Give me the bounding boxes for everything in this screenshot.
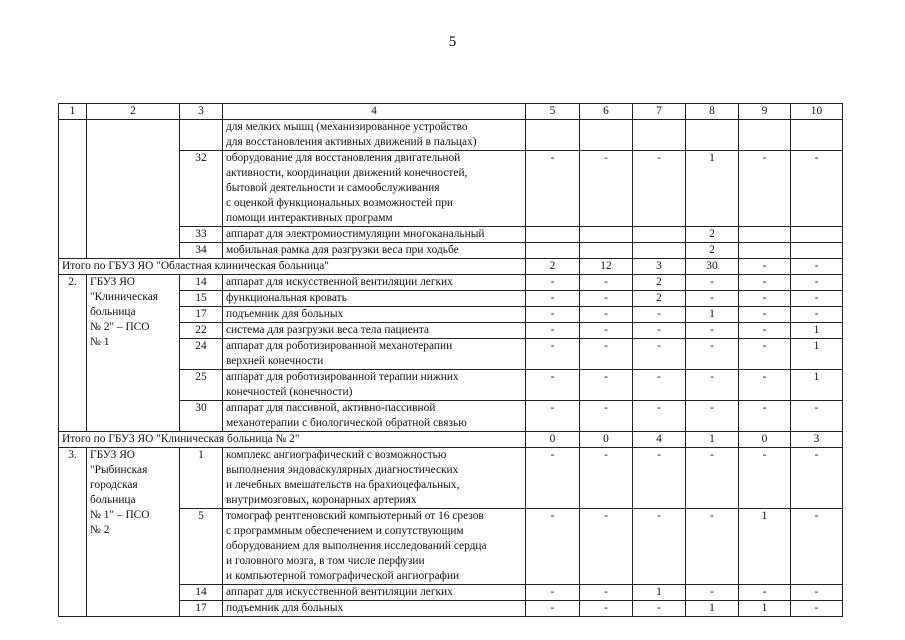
value-cell: - bbox=[739, 370, 791, 401]
text-line: аппарат для искусственной вентиляции легких bbox=[226, 276, 453, 288]
value-cell: - bbox=[580, 601, 633, 617]
value-cell: - bbox=[686, 585, 739, 601]
value-cell bbox=[791, 227, 843, 243]
column-header: 4 bbox=[223, 104, 526, 120]
text-line: аппарат для искусственной вентиляции легких bbox=[226, 586, 453, 598]
value-cell bbox=[739, 120, 791, 151]
text-line: городская bbox=[90, 479, 138, 491]
value-cell: - bbox=[791, 601, 843, 617]
value-cell: - bbox=[633, 448, 686, 509]
text-line: система для разгрузки веса тела пациента bbox=[226, 324, 430, 336]
text-line: оборудование для восстановления двигательной bbox=[226, 152, 461, 164]
text-line: для мелких мышц (механизированное устройство bbox=[226, 121, 468, 133]
value-cell: 30 bbox=[686, 259, 739, 275]
code-cell: 22 bbox=[180, 323, 223, 339]
column-header: 7 bbox=[633, 104, 686, 120]
page-number: 5 bbox=[448, 34, 457, 50]
value-cell: - bbox=[580, 323, 633, 339]
value-cell bbox=[580, 243, 633, 259]
value-cell bbox=[526, 227, 580, 243]
value-cell bbox=[526, 243, 580, 259]
value-cell: - bbox=[633, 323, 686, 339]
text-line: аппарат для роботизированной механотерапии bbox=[226, 340, 453, 352]
value-cell: 1 bbox=[791, 323, 843, 339]
value-cell: - bbox=[580, 307, 633, 323]
value-cell: - bbox=[686, 370, 739, 401]
code-cell bbox=[180, 120, 223, 151]
value-cell: - bbox=[526, 509, 580, 585]
value-cell: 3 bbox=[791, 432, 843, 448]
value-cell: - bbox=[739, 339, 791, 370]
value-cell: - bbox=[739, 585, 791, 601]
value-cell: - bbox=[526, 323, 580, 339]
value-cell: 0 bbox=[526, 432, 580, 448]
value-cell bbox=[633, 227, 686, 243]
description-cell bbox=[223, 601, 526, 617]
value-cell: - bbox=[526, 448, 580, 509]
value-cell: - bbox=[686, 448, 739, 509]
header-row bbox=[59, 104, 843, 120]
value-cell: 2 bbox=[686, 227, 739, 243]
value-cell: 1 bbox=[791, 339, 843, 370]
column-header: 10 bbox=[791, 104, 843, 120]
text-line: помощи интерактивных программ bbox=[226, 212, 393, 224]
text-line: и лечебных вмешательств на брахиоцефальных, bbox=[226, 479, 460, 491]
org-cell bbox=[87, 120, 180, 259]
table-row bbox=[59, 275, 843, 291]
value-cell: - bbox=[580, 448, 633, 509]
code-cell: 25 bbox=[180, 370, 223, 401]
value-cell: - bbox=[739, 323, 791, 339]
value-cell bbox=[580, 227, 633, 243]
total-label: Итого по ГБУЗ ЯО "Областная клиническая больница" bbox=[59, 259, 526, 275]
text-line: № 1" – ПСО bbox=[90, 509, 150, 521]
column-header: 3 bbox=[180, 104, 223, 120]
description-cell bbox=[223, 448, 526, 509]
value-cell: - bbox=[580, 275, 633, 291]
value-cell: - bbox=[580, 291, 633, 307]
text-line: ГБУЗ ЯО bbox=[90, 449, 136, 461]
description-cell bbox=[223, 323, 526, 339]
value-cell: 1 bbox=[633, 585, 686, 601]
text-line: комплекс ангиографический с возможностью bbox=[226, 449, 447, 461]
value-cell: - bbox=[686, 275, 739, 291]
value-cell: 2 bbox=[526, 259, 580, 275]
text-line: верхней конечности bbox=[226, 355, 324, 367]
description-cell bbox=[223, 307, 526, 323]
value-cell: - bbox=[739, 448, 791, 509]
text-line: с оценкой функциональных возможностей при bbox=[226, 197, 453, 209]
text-line: бытовой деятельности и самообслуживания bbox=[226, 182, 440, 194]
text-line: оборудованием для выполнения исследований сердца bbox=[226, 540, 487, 552]
equipment-table bbox=[58, 103, 843, 617]
value-cell: - bbox=[526, 307, 580, 323]
text-line: активности, координации движений конечностей, bbox=[226, 167, 468, 179]
value-cell: - bbox=[739, 259, 791, 275]
text-line: "Рыбинская bbox=[90, 464, 148, 476]
value-cell: - bbox=[686, 509, 739, 585]
column-header: 2 bbox=[87, 104, 180, 120]
value-cell: 12 bbox=[580, 259, 633, 275]
code-cell: 15 bbox=[180, 291, 223, 307]
value-cell bbox=[633, 120, 686, 151]
text-line: № 2 bbox=[90, 524, 110, 536]
code-cell: 17 bbox=[180, 307, 223, 323]
total-row bbox=[59, 259, 843, 275]
table-row bbox=[59, 448, 843, 509]
description-cell bbox=[223, 370, 526, 401]
value-cell: - bbox=[739, 151, 791, 227]
value-cell bbox=[739, 243, 791, 259]
value-cell: 0 bbox=[739, 432, 791, 448]
value-cell: 1 bbox=[739, 509, 791, 585]
value-cell: - bbox=[580, 585, 633, 601]
value-cell: - bbox=[633, 339, 686, 370]
table-row bbox=[59, 120, 843, 151]
code-cell: 14 bbox=[180, 275, 223, 291]
value-cell: - bbox=[791, 307, 843, 323]
description-cell bbox=[223, 291, 526, 307]
code-cell: 14 bbox=[180, 585, 223, 601]
value-cell: - bbox=[580, 401, 633, 432]
index-cell: 2. bbox=[59, 275, 87, 432]
text-line: аппарат для электромиостимуляции многоканальный bbox=[226, 228, 485, 240]
code-cell: 33 bbox=[180, 227, 223, 243]
text-line: аппарат для роботизированной терапии нижних bbox=[226, 371, 459, 383]
column-header: 1 bbox=[59, 104, 87, 120]
value-cell: - bbox=[633, 307, 686, 323]
text-line: функциональная кровать bbox=[226, 292, 347, 304]
value-cell: 2 bbox=[633, 275, 686, 291]
text-line: подъемник для больных bbox=[226, 308, 344, 320]
value-cell: - bbox=[739, 275, 791, 291]
total-row bbox=[59, 432, 843, 448]
description-cell bbox=[223, 401, 526, 432]
value-cell: 2 bbox=[686, 243, 739, 259]
value-cell: - bbox=[633, 151, 686, 227]
org-cell bbox=[87, 448, 180, 617]
value-cell: - bbox=[580, 339, 633, 370]
value-cell: 0 bbox=[580, 432, 633, 448]
value-cell: - bbox=[739, 291, 791, 307]
text-line: выполнения эндоваскулярных диагностических bbox=[226, 464, 459, 476]
value-cell: 1 bbox=[791, 370, 843, 401]
text-line: для восстановления активных движений в пальцах) bbox=[226, 136, 477, 148]
value-cell: - bbox=[580, 370, 633, 401]
code-cell: 17 bbox=[180, 601, 223, 617]
text-line: № 1 bbox=[90, 336, 110, 348]
value-cell: 1 bbox=[686, 601, 739, 617]
value-cell: - bbox=[526, 151, 580, 227]
value-cell bbox=[580, 120, 633, 151]
value-cell: - bbox=[526, 339, 580, 370]
value-cell: - bbox=[791, 401, 843, 432]
value-cell: 1 bbox=[686, 151, 739, 227]
value-cell: - bbox=[526, 370, 580, 401]
value-cell: 1 bbox=[686, 432, 739, 448]
value-cell: - bbox=[686, 291, 739, 307]
text-line: томограф рентгеновский компьютерный от 16 срезов bbox=[226, 510, 484, 522]
value-cell: - bbox=[526, 275, 580, 291]
value-cell: - bbox=[791, 291, 843, 307]
value-cell: - bbox=[633, 601, 686, 617]
value-cell: - bbox=[791, 275, 843, 291]
text-line: мобильная рамка для разгрузки веса при ходьбе bbox=[226, 244, 459, 256]
text-line: № 2" – ПСО bbox=[90, 321, 150, 333]
value-cell: - bbox=[526, 585, 580, 601]
value-cell: - bbox=[791, 448, 843, 509]
value-cell: - bbox=[686, 323, 739, 339]
column-header: 8 bbox=[686, 104, 739, 120]
text-line: подъемник для больных bbox=[226, 602, 344, 614]
text-line: "Клиническая bbox=[90, 291, 158, 303]
text-line: внутримозговых, коронарных артериях bbox=[226, 494, 417, 506]
value-cell: - bbox=[526, 601, 580, 617]
value-cell: 2 bbox=[633, 291, 686, 307]
org-cell bbox=[87, 275, 180, 432]
value-cell bbox=[686, 120, 739, 151]
text-line: аппарат для пассивной, активно-пассивной bbox=[226, 402, 436, 414]
text-line: ГБУЗ ЯО bbox=[90, 276, 136, 288]
index-cell: 3. bbox=[59, 448, 87, 617]
description-cell bbox=[223, 227, 526, 243]
description-cell bbox=[223, 585, 526, 601]
description-cell bbox=[223, 339, 526, 370]
column-header: 9 bbox=[739, 104, 791, 120]
value-cell: - bbox=[791, 509, 843, 585]
value-cell bbox=[526, 120, 580, 151]
code-cell: 30 bbox=[180, 401, 223, 432]
total-label: Итого по ГБУЗ ЯО "Клиническая больница № 2" bbox=[59, 432, 526, 448]
column-header: 5 bbox=[526, 104, 580, 120]
value-cell: - bbox=[526, 401, 580, 432]
description-cell bbox=[223, 151, 526, 227]
description-cell bbox=[223, 275, 526, 291]
value-cell: - bbox=[686, 401, 739, 432]
value-cell: 1 bbox=[739, 601, 791, 617]
value-cell: - bbox=[791, 259, 843, 275]
text-line: конечностей (конечности) bbox=[226, 386, 353, 398]
code-cell: 32 bbox=[180, 151, 223, 227]
description-cell bbox=[223, 509, 526, 585]
value-cell: - bbox=[633, 401, 686, 432]
text-line: и головного мозга, в том числе перфузии bbox=[226, 555, 425, 567]
code-cell: 24 bbox=[180, 339, 223, 370]
code-cell: 5 bbox=[180, 509, 223, 585]
value-cell: - bbox=[791, 151, 843, 227]
value-cell: 3 bbox=[633, 259, 686, 275]
value-cell bbox=[791, 120, 843, 151]
value-cell bbox=[791, 243, 843, 259]
value-cell: 4 bbox=[633, 432, 686, 448]
value-cell: - bbox=[526, 291, 580, 307]
index-cell bbox=[59, 120, 87, 259]
value-cell: - bbox=[580, 509, 633, 585]
value-cell: - bbox=[686, 339, 739, 370]
value-cell bbox=[633, 243, 686, 259]
text-line: больница bbox=[90, 494, 136, 506]
value-cell bbox=[739, 227, 791, 243]
value-cell: - bbox=[633, 509, 686, 585]
text-line: механотерапии с биологической обратной связью bbox=[226, 417, 467, 429]
column-header: 6 bbox=[580, 104, 633, 120]
description-cell bbox=[223, 120, 526, 151]
text-line: и компьютерной томографической ангиографии bbox=[226, 570, 460, 582]
text-line: с программным обеспечением и сопутствующим bbox=[226, 525, 464, 537]
value-cell: - bbox=[739, 307, 791, 323]
text-line: больница bbox=[90, 306, 136, 318]
code-cell: 1 bbox=[180, 448, 223, 509]
value-cell: - bbox=[633, 370, 686, 401]
description-cell bbox=[223, 243, 526, 259]
value-cell: - bbox=[791, 585, 843, 601]
value-cell: - bbox=[739, 401, 791, 432]
code-cell: 34 bbox=[180, 243, 223, 259]
value-cell: - bbox=[580, 151, 633, 227]
value-cell: 1 bbox=[686, 307, 739, 323]
